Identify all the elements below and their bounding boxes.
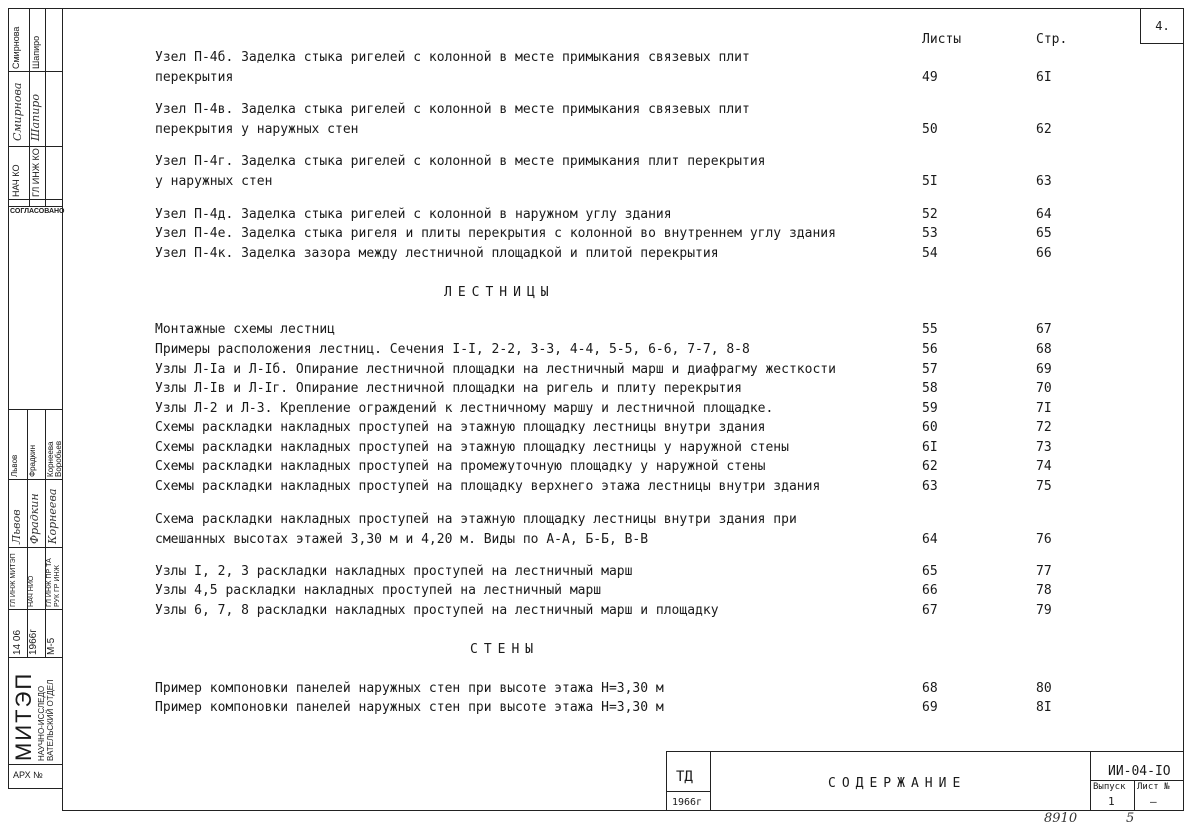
header-sheets: Листы [922, 32, 962, 47]
contents-row-page: 7I [1036, 401, 1052, 416]
signature: Шапиро [29, 94, 42, 141]
approved-label: СОГЛАСОВАНО [10, 208, 65, 215]
contents-row-sheet: 64 [922, 532, 938, 547]
contents-row-sheet: 49 [922, 70, 938, 85]
sidebar-role-2: ГЛ ИНЖ КО [31, 148, 41, 197]
contents-row-text: Узлы Л-Iа и Л-Iб. Опирание лестничной площадки на лестничный марш и диафрагму жесткости [155, 362, 836, 377]
contents-row-text: Примеры расположения лестниц. Сечения I-I, 2-2, 3-3, 4-4, 5-5, 6-6, 7-7, 8-8 [155, 342, 750, 357]
signature: Смирнова [11, 82, 24, 141]
contents-row-page: 8I [1036, 700, 1052, 715]
contents-row-text: Пример компоновки панелей наружных стен при высоте этажа Н=3,30 м [155, 681, 664, 696]
title-block-year: 1966г [672, 797, 703, 808]
contents-row-text: Узлы Л-2 и Л-3. Крепление ограждений к лестничному маршу и лестничной площадке. [155, 401, 774, 416]
contents-row-page: 63 [1036, 174, 1052, 189]
sidebar-code: М-5 [46, 637, 57, 655]
contents-row-text: Узлы I, 2, 3 раскладки накладных проступей на лестничный марш [155, 564, 633, 579]
sidebar-name-2: Шапиро [31, 35, 41, 69]
contents-row-page: 72 [1036, 420, 1052, 435]
title-block-issue-label: Выпуск [1093, 782, 1126, 792]
sheet-footer-number: 5 [1126, 811, 1135, 826]
title-block-sheet-label: Лист № [1137, 782, 1170, 792]
contents-row-page: 79 [1036, 603, 1052, 618]
contents-row-text: Узел П-4д. Заделка стыка ригелей с колонной в наружном углу здания [155, 207, 672, 222]
contents-row-page: 6I [1036, 70, 1052, 85]
contents-row-text: Схемы раскладки накладных проступей на этажную площадку лестницы внутри здания [155, 420, 766, 435]
title-block-sheet-value: — [1150, 795, 1157, 808]
contents-row-text: Узел П-4к. Заделка зазора между лестничной площадкой и плитой перекрытия [155, 246, 719, 261]
contents-row-page: 75 [1036, 479, 1052, 494]
sidebar-role-3: ГЛ ИНЖ МИТЭП [10, 553, 17, 607]
contents-row-page: 77 [1036, 564, 1052, 579]
signature: Львов [10, 509, 23, 544]
contents-row-page: 67 [1036, 322, 1052, 337]
contents-row-sheet: 60 [922, 420, 938, 435]
section-walls: СТЕНЫ [470, 642, 540, 657]
contents-row-sheet: 69 [922, 700, 938, 715]
contents-row-text: Узел П-4в. Заделка стыка ригелей с колонной в месте примыкания связевых плит [155, 102, 750, 117]
signature: Корнеева [46, 488, 59, 544]
sidebar-year: 1966г [28, 629, 39, 655]
contents-row-page: 73 [1036, 440, 1052, 455]
sidebar-name-5: Корнеева [46, 441, 55, 477]
contents-row-sheet: 57 [922, 362, 938, 377]
contents-row-page: 62 [1036, 122, 1052, 137]
sidebar-org: МИТЭП [11, 671, 36, 761]
title-block-org: ТД [676, 769, 693, 785]
sidebar-role-5: ГЛ ИНЖ ПР ТА [46, 558, 53, 607]
contents-row-sheet: 54 [922, 246, 938, 261]
contents-row-text: Узел П-4е. Заделка стыка ригеля и плиты перекрытия с колонной во внутреннем углу здания [155, 226, 836, 241]
contents-row-sheet: 5I [922, 174, 938, 189]
contents-row-text: перекрытия у наружных стен [155, 122, 359, 137]
sidebar-date: 14 06 [12, 629, 23, 655]
contents-row-page: 68 [1036, 342, 1052, 357]
contents-row-text: Узлы 6, 7, 8 раскладки накладных проступей на лестничный марш и площадку [155, 603, 719, 618]
contents-row-sheet: 62 [922, 459, 938, 474]
contents-row-text: Узел П-4г. Заделка стыка ригелей с колонной в месте примыкания плит перекрытия [155, 154, 766, 169]
contents-row-sheet: 59 [922, 401, 938, 416]
contents-row-text: Пример компоновки панелей наружных стен при высоте этажа Н=3,30 м [155, 700, 664, 715]
contents-row-page: 64 [1036, 207, 1052, 222]
sidebar-role-1: НАЧ КО [11, 164, 21, 197]
approval-sidebar [8, 8, 65, 789]
title-block-title: СОДЕРЖАНИЕ [828, 776, 967, 791]
contents-row-text: перекрытия [155, 70, 234, 85]
contents-row-sheet: 50 [922, 122, 938, 137]
sidebar-name-1: Смирнова [11, 26, 21, 69]
contents-row-text: смешанных высотах этажей 3,30 м и 4,20 м. Виды по А-А, Б-Б, В-В [155, 532, 649, 547]
contents-row-text: Схема раскладки накладных проступей на этажную площадку лестницы внутри здания при [155, 512, 797, 527]
contents-row-text: Схемы раскладки накладных проступей на промежуточную площадку у наружной стены [155, 459, 766, 474]
contents-row-text: Схемы раскладки накладных проступей на этажную площадку лестницы у наружной стены [155, 440, 789, 455]
sidebar-role-4: НАЧ НИО [28, 575, 35, 607]
contents-row-sheet: 6I [922, 440, 938, 455]
sidebar-dept: НАУЧНО-ИССЛЕДО ВАТЕЛЬСКИЙ ОТДЕЛ [37, 679, 55, 761]
contents-row-page: 66 [1036, 246, 1052, 261]
contents-row-page: 65 [1036, 226, 1052, 241]
contents-row-sheet: 55 [922, 322, 938, 337]
contents-row-sheet: 68 [922, 681, 938, 696]
archive-number: 8910 [1044, 811, 1078, 826]
contents-row-sheet: 56 [922, 342, 938, 357]
contents-row-text: Схемы раскладки накладных проступей на площадку верхнего этажа лестницы внутри здания [155, 479, 821, 494]
contents-row-text: Узлы Л-Iв и Л-Iг. Опирание лестничной площадки на ригель и плиту перекрытия [155, 381, 742, 396]
contents-row-page: 76 [1036, 532, 1052, 547]
header-page: Стр. [1036, 32, 1068, 47]
page-number: 4. [1140, 8, 1184, 44]
archive-label: АРХ № [13, 770, 43, 780]
sidebar-name-3: Львов [10, 454, 19, 477]
title-block-issue-value: 1 [1108, 795, 1115, 808]
contents-row-text: Узел П-4б. Заделка стыка ригелей с колонной в месте примыкания связевых плит [155, 50, 750, 65]
sidebar-name-6: Воробьев [54, 440, 63, 477]
contents-row-sheet: 63 [922, 479, 938, 494]
contents-row-sheet: 65 [922, 564, 938, 579]
contents-row-page: 74 [1036, 459, 1052, 474]
sidebar-role-6: РУК ГР ИНЖ [54, 565, 61, 607]
contents-row-text: Узлы 4,5 раскладки накладных проступей на лестничный марш [155, 583, 602, 598]
contents-row-sheet: 52 [922, 207, 938, 222]
contents-row-sheet: 67 [922, 603, 938, 618]
contents-row-sheet: 58 [922, 381, 938, 396]
contents-row-text: Монтажные схемы лестниц [155, 322, 336, 337]
contents-row-page: 70 [1036, 381, 1052, 396]
contents-row-page: 78 [1036, 583, 1052, 598]
title-block-code: ИИ-04-IO [1108, 764, 1171, 779]
contents-row-page: 69 [1036, 362, 1052, 377]
section-stairs: ЛЕСТНИЦЫ [444, 285, 555, 300]
sidebar-name-4: Фрадкин [28, 444, 37, 477]
contents-row-sheet: 53 [922, 226, 938, 241]
contents-row-page: 80 [1036, 681, 1052, 696]
contents-row-text: у наружных стен [155, 174, 273, 189]
contents-row-sheet: 66 [922, 583, 938, 598]
signature: Фрадкин [28, 493, 41, 544]
